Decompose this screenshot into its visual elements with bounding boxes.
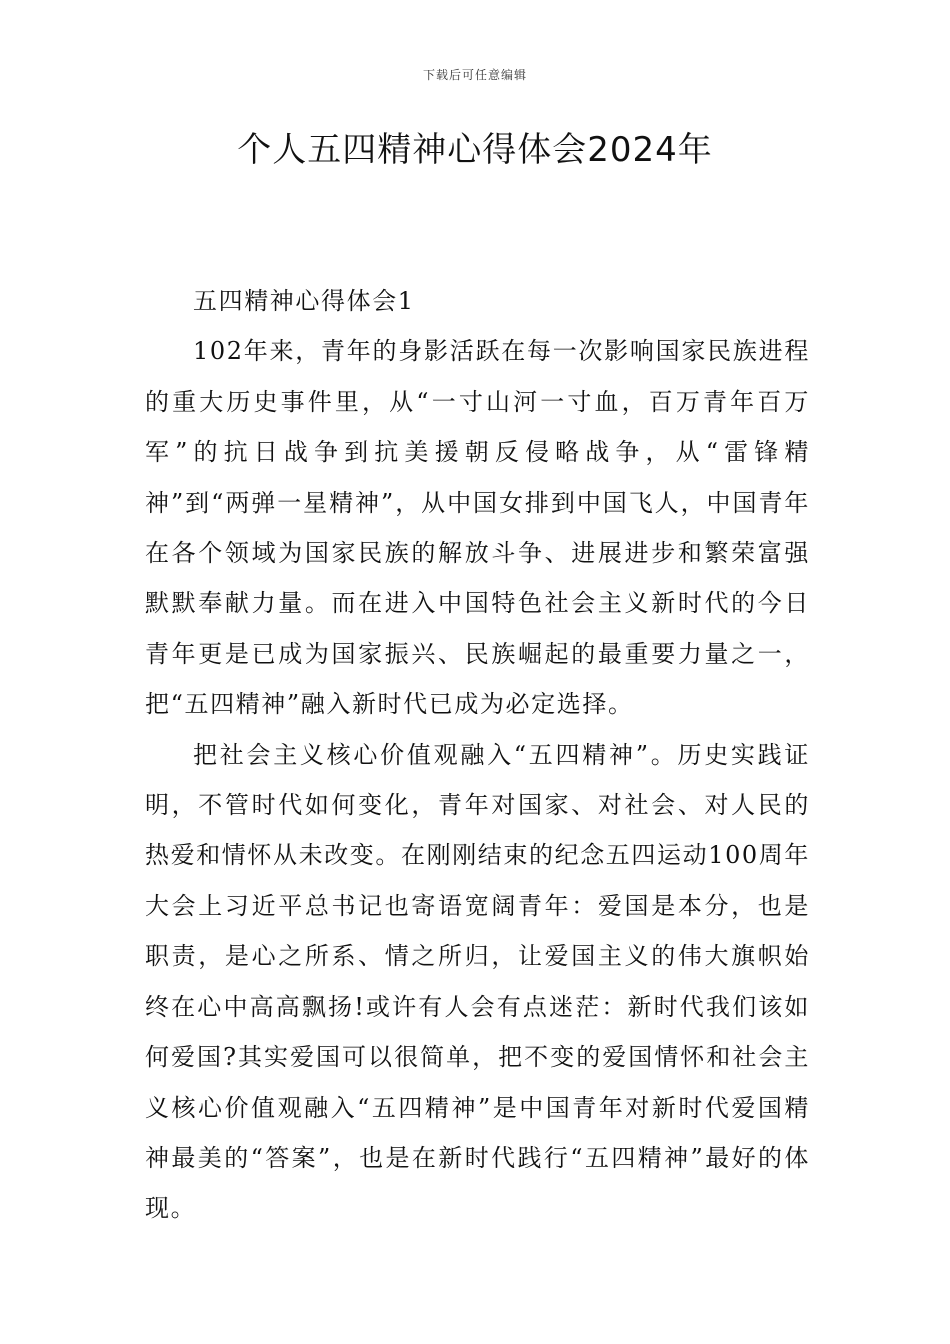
body-paragraph: 102年来，青年的身影活跃在每一次影响国家民族进程的重大历史事件里，从“一寸山河一寸血，百万青年百万军”的抗日战争到抗美援朝反侵略战争，从“雷锋精神”到“两弹一星精神”，从中国女排到中国飞人，中国青年在各个领域为国家民族的解放斗争、进展进步和繁荣富强默默奉献力量。而在进入中国特色社会主义新时代的今日青年更是已成为国家振兴、民族崛起的最重要力量之一，把“五四精神”融入新时代已成为必定选择。 (145, 337, 810, 719)
section-heading: 五四精神心得体会1 (193, 287, 415, 315)
header-note: 下载后可任意编辑 (422, 68, 527, 82)
document-title: 个人五四精神心得体会2024年 (237, 130, 713, 170)
document-body (145, 276, 810, 1234)
body-paragraph: 把社会主义核心价值观融入“五四精神”。历史实践证明，不管时代如何变化，青年对国家、对社会、对人民的热爱和情怀从未改变。在刚刚结束的纪念五四运动100周年大会上习近平总书记也寄语宽阔青年：爱国是本分，也是职责，是心之所系、情之所归，让爱国主义的伟大旗帜始终在心中高高飘扬!或许有人会有点迷茫：新时代我们该如何爱国?其实爱国可以很简单，把不变的爱国情怀和社会主义核心价值观融入“五四精神”是中国青年对新时代爱国精神最美的“答案”，也是在新时代践行“五四精神”最好的体现。 (145, 740, 811, 1223)
